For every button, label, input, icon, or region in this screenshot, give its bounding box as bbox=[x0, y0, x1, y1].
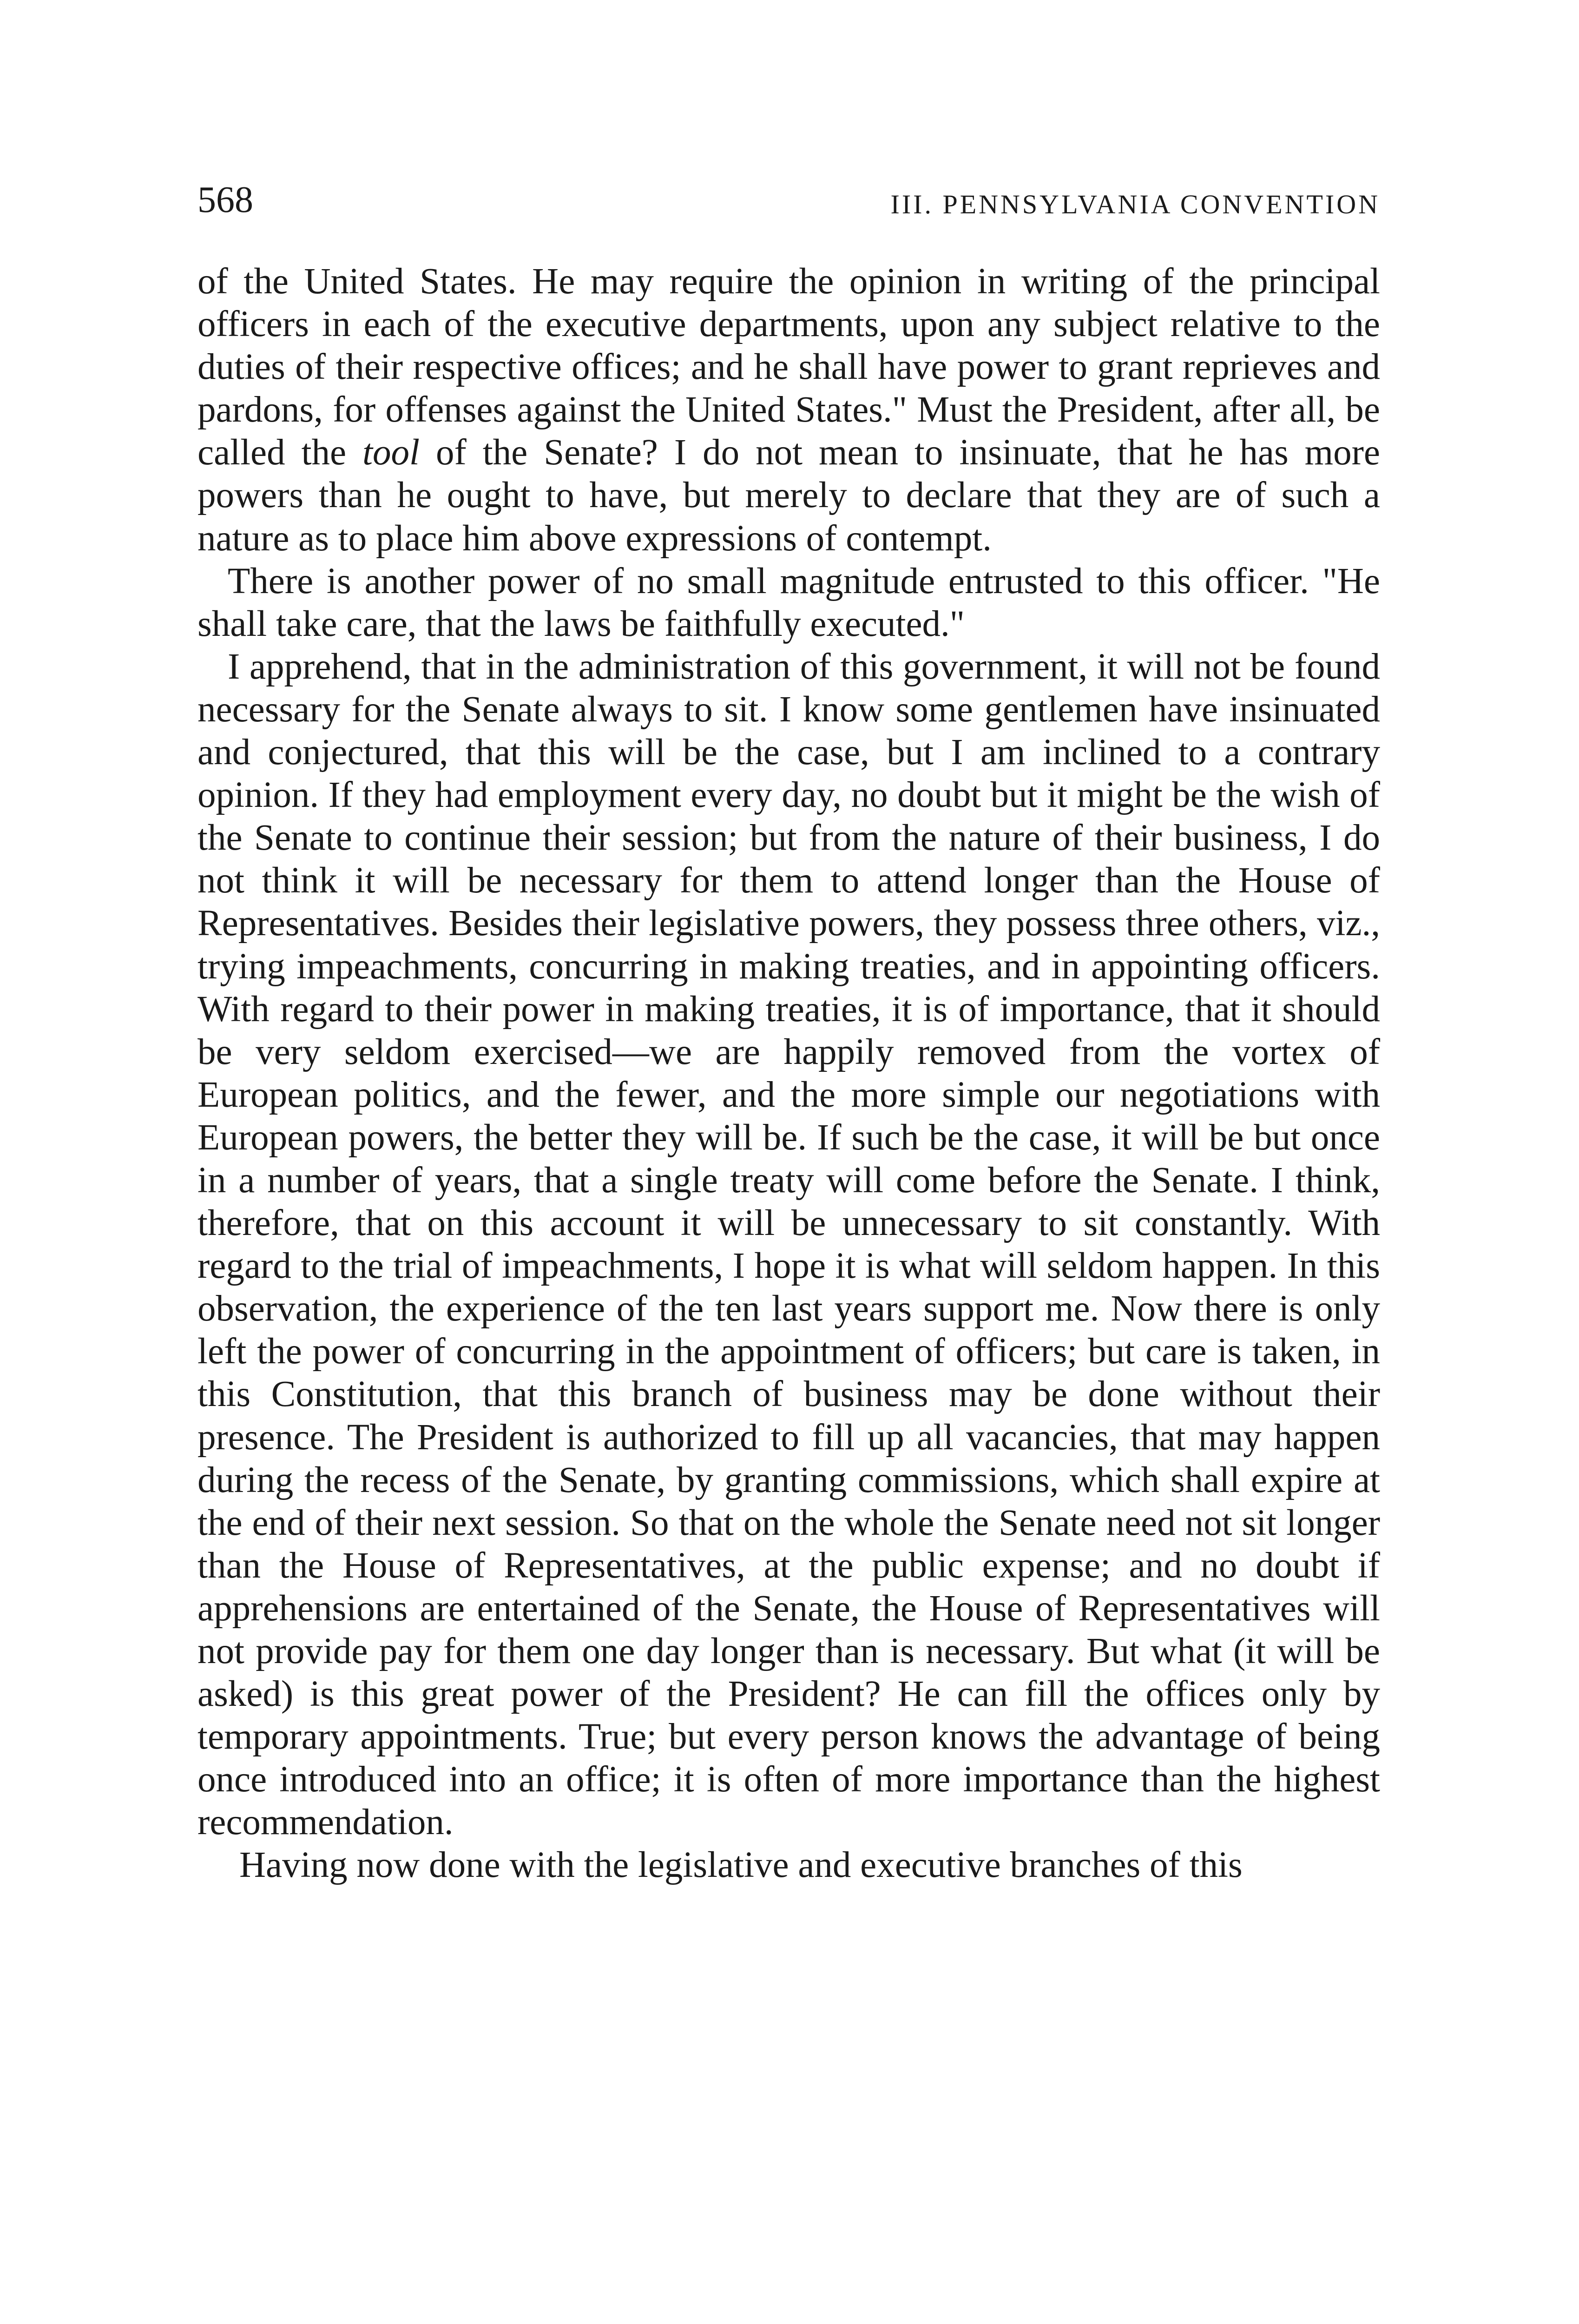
running-head bbox=[197, 177, 1380, 232]
paragraph-continued bbox=[197, 260, 1380, 560]
paragraph: I apprehend, that in the administration of this government, it will not be found necessary for the Senate always to sit. I know some gentlemen have insinuated and conjectured, that this will be the case, but I am inclined to a contrary opinion. If they had employment every day, no doubt but it might be the wish of the Senate to continue their session; but from the nature of their business, I do not think it will be necessary for them to attend longer than the House of Representatives. Besides their legislative powers, they possess three others, viz., trying impeachments, concurring in making treaties, and in appointing officers. With regard to their power in making treaties, it is of importance, that it should be very seldom exercised—we are happily removed from the vortex of European politics, and the fewer, and the more simple our negotiations with European powers, the better they will be. If such be the case, it will be but once in a number of years, that a single treaty will come before the Senate. I think, therefore, that on this account it will be unnecessary to sit constantly. With regard to the trial of impeachments, I hope it is what will seldom happen. In this observation, the experience of the ten last years support me. Now there is only left the power of concurring in the appointment of officers; but care is taken, in this Constitution, that this branch of business may be done without their presence. The President is authorized to fill up all vacancies, that may happen during the recess of the Senate, by granting commissions, which shall expire at the end of their next session. So that on the whole the Senate need not sit longer than the House of Representatives, at the public expense; and no doubt if apprehensions are entertained of the Senate, the House of Representatives will not provide pay for them one day longer than is necessary. But what (it will be asked) is this great power of the President? He can fill the offices only by temporary appointments. True; but every person knows the advantage of being once introduced into an office; it is often of more importance than the highest recommendation. bbox=[197, 646, 1380, 1843]
paragraph-text: of the United States. He may require the opinion in writing of the principal officers in each of the executive departments, upon any subject relative to the duties of their respective offices; and he shall have power to grant reprieves and pardons, for offenses against the United States." Must the President, after all, be called the bbox=[197, 261, 1380, 473]
paragraph: Having now done with the legislative and executive branches of this bbox=[239, 1845, 1243, 1886]
page-number: 568 bbox=[197, 179, 253, 220]
section-title: III. PENNSYLVANIA CONVENTION bbox=[890, 189, 1380, 219]
paragraph: There is another power of no small magnitude entrusted to this officer. "He shall take care, that the laws be faithfully executed." bbox=[197, 561, 1380, 644]
italic-word: tool bbox=[362, 432, 420, 473]
body-text bbox=[197, 260, 1380, 1887]
paragraph-text: of the Senate? I do not mean to insinuate, that he has more powers than he ought to have, but merely to declare that they are of such a nature as to place him above expressions of contempt. bbox=[197, 432, 1380, 559]
